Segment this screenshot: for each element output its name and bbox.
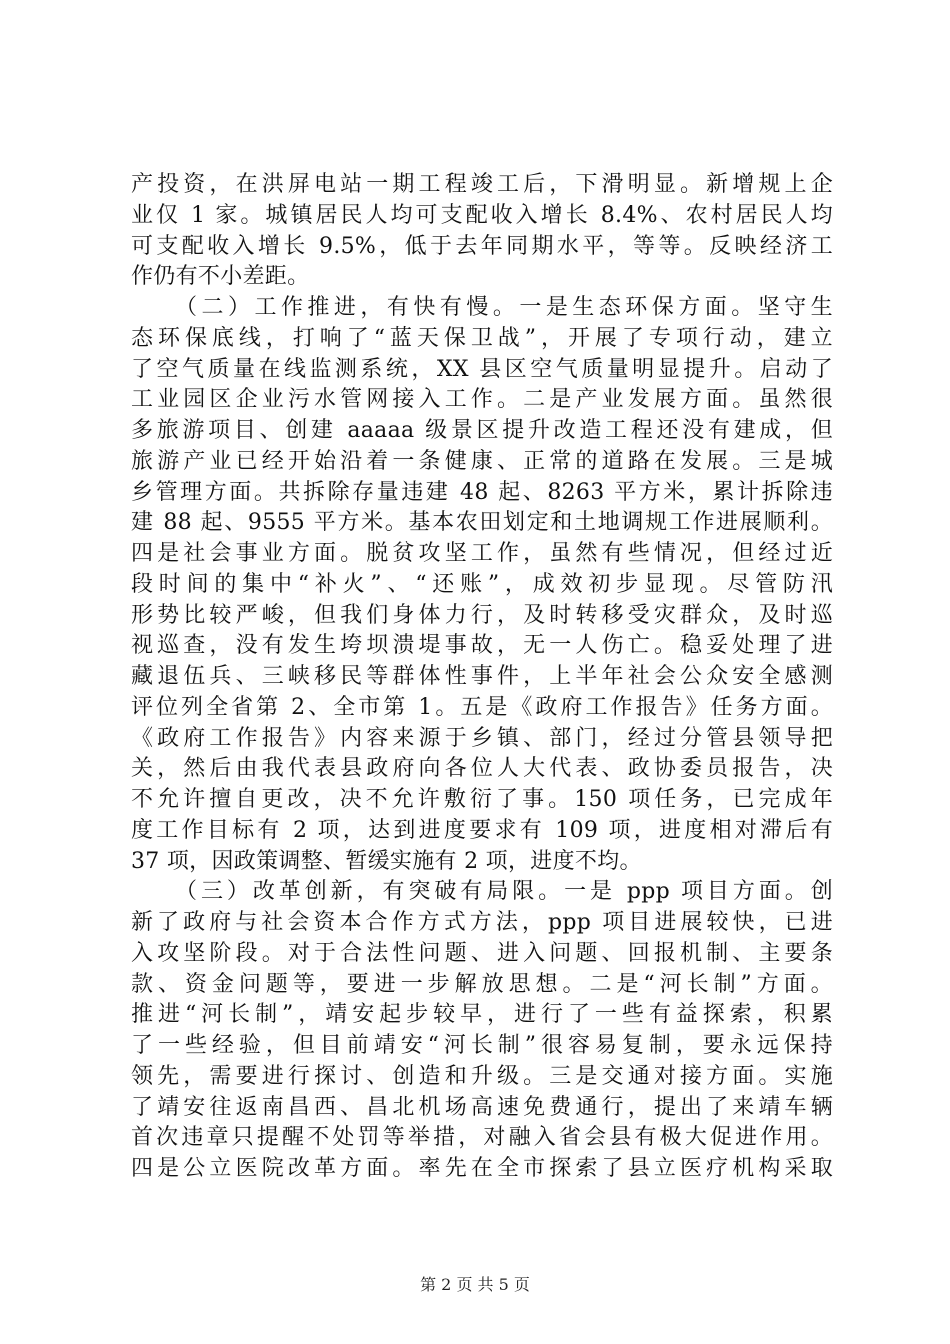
text-line: 段时间的集中“补火”、“还账”，成效初步显现。尽管防汛: [131, 571, 833, 597]
text-line: 可支配收入增长 9.5%，低于去年同期水平，等等。反映经济工: [131, 233, 833, 259]
text-line: 首次违章只提醒不处罚等举措，对融入省会县有极大促进作用。: [131, 1125, 833, 1151]
text-line: 态环保底线，打响了“蓝天保卫战”，开展了专项行动，建立: [131, 325, 833, 351]
text-line: 推进“河长制”，靖安起步较早，进行了一些有益探索，积累: [131, 1002, 833, 1028]
text-line: 四是社会事业方面。脱贫攻坚工作，虽然有些情况，但经过近: [131, 541, 833, 566]
text-line: 领先，需要进行探讨、创造和升级。三是交通对接方面。实施: [131, 1063, 833, 1089]
text-line: 37 项，因政策调整、暂缓实施有 2 项，进度不均。: [131, 848, 642, 874]
text-line: 了空气质量在线监测系统，XX 县区空气质量明显提升。启动了: [131, 356, 833, 382]
text-line: 了一些经验，但目前靖安“河长制”很容易复制，要永远保持: [131, 1033, 833, 1058]
text-line: 业仅 1 家。城镇居民人均可支配收入增长 8.4%、农村居民人均: [131, 202, 833, 228]
text-line: 款、资金问题等，要进一步解放思想。二是“河长制”方面。: [131, 971, 833, 997]
body-text: [131, 170, 833, 1185]
text-line: 多旅游项目、创建 aaaaa 级景区提升改造工程还没有建成，但: [131, 418, 833, 443]
text-line: 四是公立医院改革方面。率先在全市探索了县立医疗机构采取: [131, 1156, 833, 1181]
text-line: 不允许擅自更改，决不允许敷衍了事。150 项任务，已完成年: [131, 787, 833, 812]
text-line: 工业园区企业污水管网接入工作。二是产业发展方面。虽然很: [131, 387, 833, 413]
text-line: 新了政府与社会资本合作方式方法，ppp 项目进展较快，已进: [131, 910, 833, 935]
text-line: 视巡查，没有发生垮坝溃堤事故，无一人伤亡。稳妥处理了进: [131, 633, 833, 659]
text-line: 建 88 起、9555 平方米。基本农田划定和土地调规工作进展顺利。: [131, 510, 833, 536]
paragraph-heading-line: （二）工作推进，有快有慢。一是生态环保方面。坚守生: [175, 295, 833, 320]
text-line: 关，然后由我代表县政府向各位人大代表、政协委员报告，决: [131, 756, 833, 782]
text-line: 了靖安往返南昌西、昌北机场高速免费通行，提出了来靖车辆: [131, 1094, 833, 1120]
text-line: 形势比较严峻，但我们身体力行，及时转移受灾群众，及时巡: [131, 602, 833, 628]
text-line: 旅游产业已经开始沿着一条健康、正常的道路在发展。三是城: [131, 448, 833, 474]
text-line: 乡管理方面。共拆除存量违建 48 起、8263 平方米，累计拆除违: [131, 479, 833, 505]
text-line: 度工作目标有 2 项，达到进度要求有 109 项，进度相对滞后有: [131, 817, 833, 843]
text-line: 评位列全省第 2、全市第 1。五是《政府工作报告》任务方面。: [131, 694, 833, 720]
text-line: 藏退伍兵、三峡移民等群体性事件，上半年社会公众安全感测: [131, 664, 833, 689]
text-line: 产投资，在洪屏电站一期工程竣工后，下滑明显。新增规上企: [131, 172, 833, 197]
text-line: 入攻坚阶段。对于合法性问题、进入问题、回报机制、主要条: [131, 940, 833, 966]
text-line: 作仍有不小差距。: [131, 264, 310, 290]
paragraph-heading-line: （三）改革创新，有突破有局限。一是 ppp 项目方面。创: [175, 879, 833, 905]
page-footer: 第 2 页 共 5 页: [420, 1275, 530, 1294]
text-line: 《政府工作报告》内容来源于乡镇、部门，经过分管县领导把: [131, 725, 833, 751]
